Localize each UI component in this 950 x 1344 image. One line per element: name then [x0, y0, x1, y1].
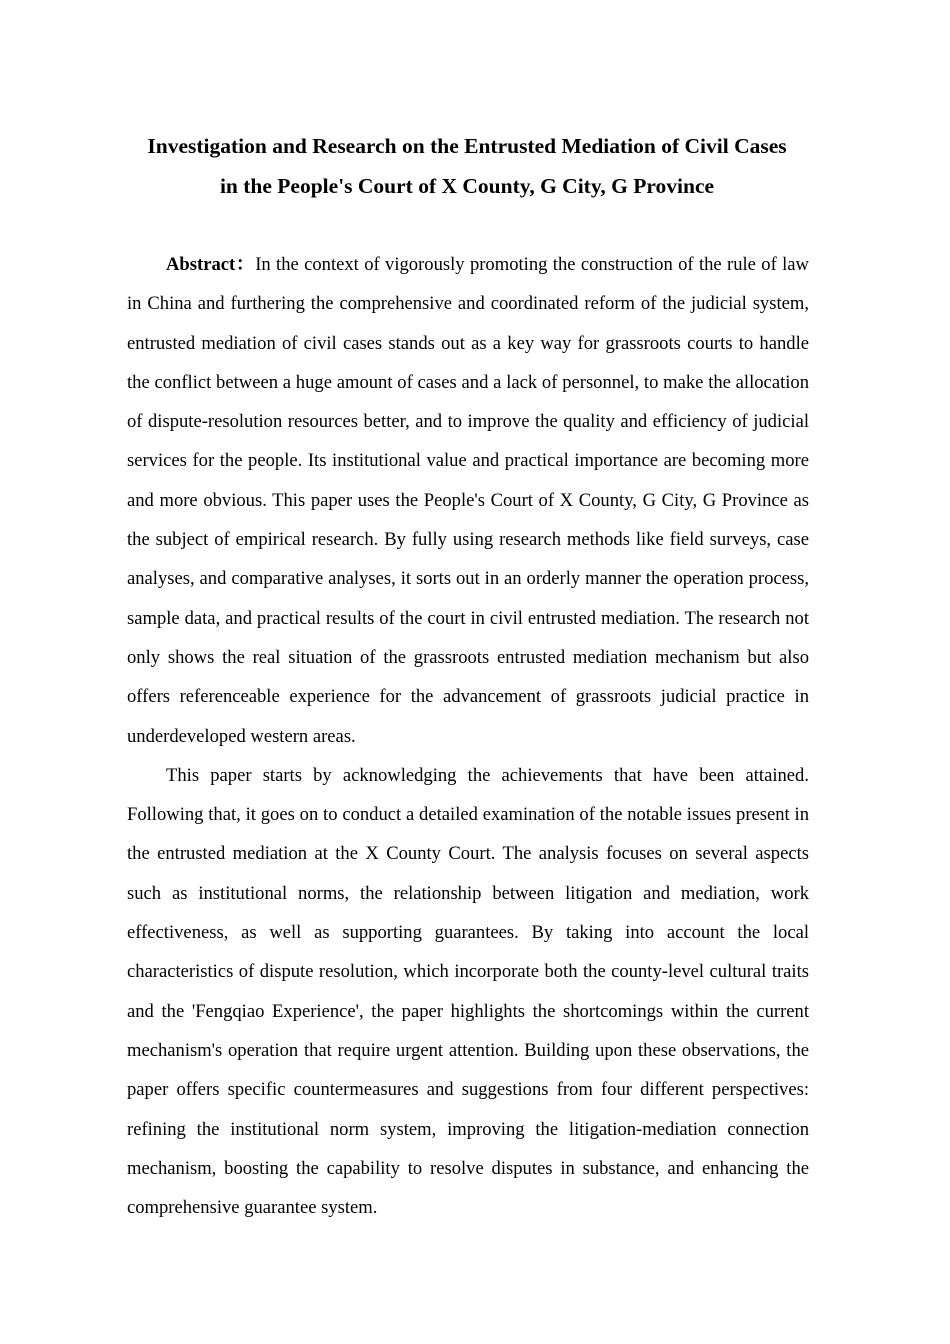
title-line-2: in the People's Court of X County, G City, G Province: [219, 173, 715, 198]
abstract-paragraph-2: This paper starts by acknowledging the achievements that have been attained. Following that, it goes on to conduct a detailed examination of the notable issues present in the entrusted mediation at the X County Court. The analysis focuses on several aspects such as institutional norms, the relationship between litigation and mediation, work effectiveness, as well as supporting guarantees. By taking into account the local characteristics of dispute resolution, which incorporate both the county-level cultural traits and the 'Fengqiao Experience', the paper highlights the shortcomings within the current mechanism's operation that require urgent attention. Building upon these observations, the paper offers specific countermeasures and suggestions from four different perspectives: refining the institutional norm system, improving the litigation-mediation connection mechanism, boosting the capability to resolve disputes in substance, and enhancing the comprehensive guarantee system.: [127, 764, 809, 1219]
abstract-section: [127, 245, 809, 1227]
title-line-1: Investigation and Research on the Entrusted Mediation of Civil Cases: [147, 134, 787, 158]
abstract-text: In the context of vigorously promoting the construction of the rule of law in China and furthering the comprehensive and coordinated reform of the judicial system, entrusted mediation of civil cases stands out as a key way for grassroots courts to handle the conflict between a huge amount of cases and a lack of personnel, to make the allocation of dispute-resolution resources better, and to improve the quality and efficiency of judicial services for the people. Its institutional value and practical importance are becoming more and more obvious. This paper uses the People's Court of X County, G City, G Province as the subject of empirical research. By fully using research methods like field surveys, case analyses, and comparative analyses, it sorts out in an orderly manner the operation process, sample data, and practical results of the court in civil entrusted mediation. The research not only shows the real situation of the grassroots entrusted mediation mechanism but also offers referenceable experience for the advancement of grassroots judicial practice in underdeveloped western areas.: [127, 254, 809, 747]
abstract-label: Abstract：: [166, 254, 256, 275]
abstract-paragraph: [127, 245, 809, 756]
paper-title: [100, 127, 834, 206]
